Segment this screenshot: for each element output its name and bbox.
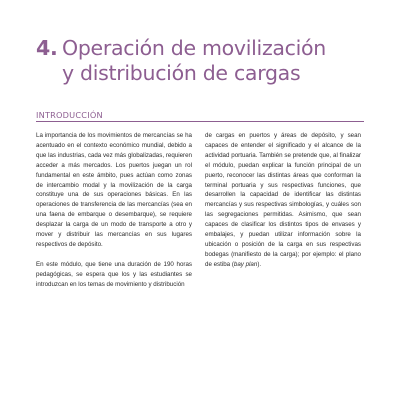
intro-paragraph-2: En este módulo, que tiene una duración de 190 horas pedagógicas, se espera que los y las estudiantes se introduzcan en los temas de movimiento y distribución [36,260,192,288]
intro-paragraph-1: La importancia de los movimientos de mercancías se ha acentuado en el contexto económico mundial, debido a que las industrias, cada vez más globalizadas, requieren acceder a más mercados. Los puertos juegan un rol fundamental en este ámbito, pues actúan como zonas de intercambio modal y la movilización de la carga constituye una de sus operaciones básicas. En las operaciones de transferencia de las mercancías (sea en una faena de embarque o desembarque), se requiere desplazar la carga de un modo de transporte a otro y mover y distribuir las mercancías en sus lugares respectivos de depósito. [36,132,192,248]
module-title [36,36,376,86]
module-title-line-2: y distribución de cargas [62,61,301,85]
left-text-column [36,131,192,299]
section-divider [36,121,364,122]
module-title-line-1: Operación de movilización [62,36,326,60]
bay-plan-term: bay plan [233,260,258,268]
section-heading: INTRODUCCIÓN [36,110,103,120]
right-text-column [205,131,361,280]
intro-paragraph-continued: de cargas en puertos y áreas de depósito, y sean capaces de entender el significado y el alcance de la actividad portuaria. También se pretende que, al finalizar el módulo, puedan explicar la función principal de un puerto, reconocer las distintas áreas que conforman la terminal portuaria y sus respectivas funciones, que desarrollen la capacidad de identificar las distintas mercancías y sus respectivas simbologías, y cuáles son las segregaciones permitidas. Asimismo, que sean capaces de clasificar los distintos tipos de envases y embalajes, y puedan utilizar información sobre la ubicación o posición de la carga en sus respectivas bodegas (manifiesto de la carga); por ejemplo: el plano de estiba (bay plan). [205,132,361,268]
module-number: 4. [36,36,58,60]
